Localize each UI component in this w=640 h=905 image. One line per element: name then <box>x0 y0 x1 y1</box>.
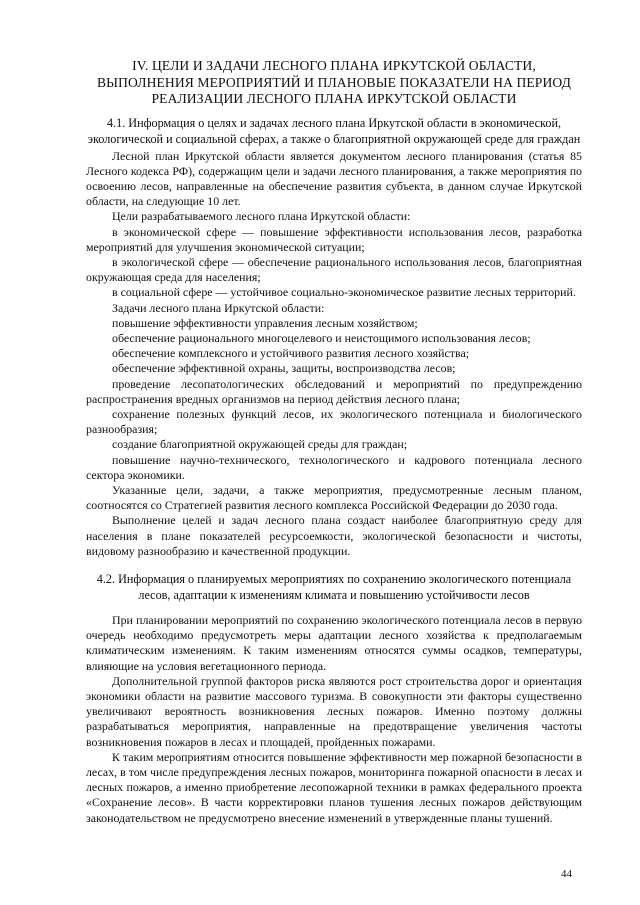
section-4-1-body <box>86 149 582 559</box>
paragraph: Выполнение целей и задач лесного плана создаст наиболее благоприятную среду для населения в плане показателей ресурсоемкости, экологической безопасности и чистоты, видовому разнообразию и качественной продукции. <box>86 513 582 558</box>
paragraph: сохранение полезных функций лесов, их экологического потенциала и биологического разнообразия; <box>86 406 582 437</box>
chapter-title: IV. ЦЕЛИ И ЗАДАЧИ ЛЕСНОГО ПЛАНА ИРКУТСКОЙ ОБЛАСТИ, ВЫПОЛНЕНИЯ МЕРОПРИЯТИЙ И ПЛАНОВЫЕ ПОКАЗАТЕЛИ НА ПЕРИОД РЕАЛИЗАЦИИ ЛЕСНОГО ПЛАНА ИРКУТСКОЙ ОБЛАСТИ <box>97 58 571 106</box>
paragraph: создание благоприятной окружающей среды для граждан; <box>112 437 408 452</box>
paragraph: К таким мероприятиям относится повышение эффективности мер пожарной безопасности в лесах, в том числе предупреждения лесных пожаров, мониторинга пожарной опасности в лесах и лесных пожаров, а именно приобретение лесопожарной техники в рамках федерального проекта «Сохранение лесов». В части корректировки планов тушения лесных пожаров действующим законодательством не предусмотрено внесение изменений в утвержденные планы тушений. <box>86 749 582 825</box>
paragraph: в экологической сфере — обеспечение рационального использования лесов, благоприятная окружающая среда для населения; <box>86 254 582 285</box>
paragraph: Цели разрабатываемого лесного плана Иркутской области: <box>112 209 411 224</box>
paragraph: проведение лесопатологических обследований и мероприятий по предупреждению распространения вредных организмов на период действия лесного плана; <box>86 376 582 406</box>
paragraph: обеспечение рационального многоцелевого и неистощимого использования лесов; <box>112 330 531 345</box>
page-number: 44 <box>561 868 572 880</box>
paragraph: Лесной план Иркутской области является документом лесного планирования (статья 85 Лесного кодекса РФ), содержащим цели и задачи лесного планирования, а также мероприятия по освоению лесов, направленные на обеспечение развития субъекта, в данном случае Иркутской области, на следующие 10 лет. <box>86 148 582 209</box>
paragraph: повышение научно-технического, технологического и кадрового потенциала лесного сектора экономики. <box>86 452 582 482</box>
paragraph: При планировании мероприятий по сохранению экологического потенциала лесов в первую очередь необходимо предусмотреть меры адаптации лесного хозяйства к предполагаемым климатическим изменениям. К таким изменениям относятся суммы осадков, температуры, влияющие на условия вегетационного периода. <box>86 612 582 673</box>
section-heading-4-2: 4.2. Информация о планируемых мероприятиях по сохранению экологического потенциала лесов, адаптации к изменениям климата и повышению устойчивости лесов <box>96 571 572 602</box>
paragraph: в социальной сфере — устойчивое социально-экономическое развитие лесных территорий. <box>112 285 576 300</box>
paragraph: Указанные цели, задачи, а также мероприятия, предусмотренные лесным планом, соотносятся со Стратегией развития лесного комплекса Российской Федерации до 2030 года. <box>86 482 582 513</box>
paragraph: повышение эффективности управления лесным хозяйством; <box>112 315 418 330</box>
section-4-2-body <box>86 613 582 826</box>
paragraph: Дополнительной группой факторов риска являются рост строительства дорог и ориентация экономики области на развитие массового туризма. В совокупности эти факторы существенно увеличивают вероятность возникновения лесных пожаров. Именно поэтому должны разрабатываться мероприятия, направленные на предотвращение увеличения частоты возникновения пожаров в лесах и площадей, пройденных пожарами. <box>86 673 582 749</box>
section-heading-4-1: 4.1. Информация о целях и задачах лесного плана Иркутской области в экономической, экологической и социальной сферах, а также о благоприятной окружающей среде для граждан <box>87 115 581 146</box>
paragraph: обеспечение эффективной охраны, защиты, воспроизводства лесов; <box>112 361 456 376</box>
paragraph: обеспечение комплексного и устойчивого развития лесного хозяйства; <box>112 346 470 361</box>
paragraph: в экономической сфере — повышение эффективности использования лесов, разработка мероприятий для улучшения экономической ситуации; <box>86 224 582 254</box>
paragraph: Задачи лесного плана Иркутской области: <box>112 300 325 315</box>
